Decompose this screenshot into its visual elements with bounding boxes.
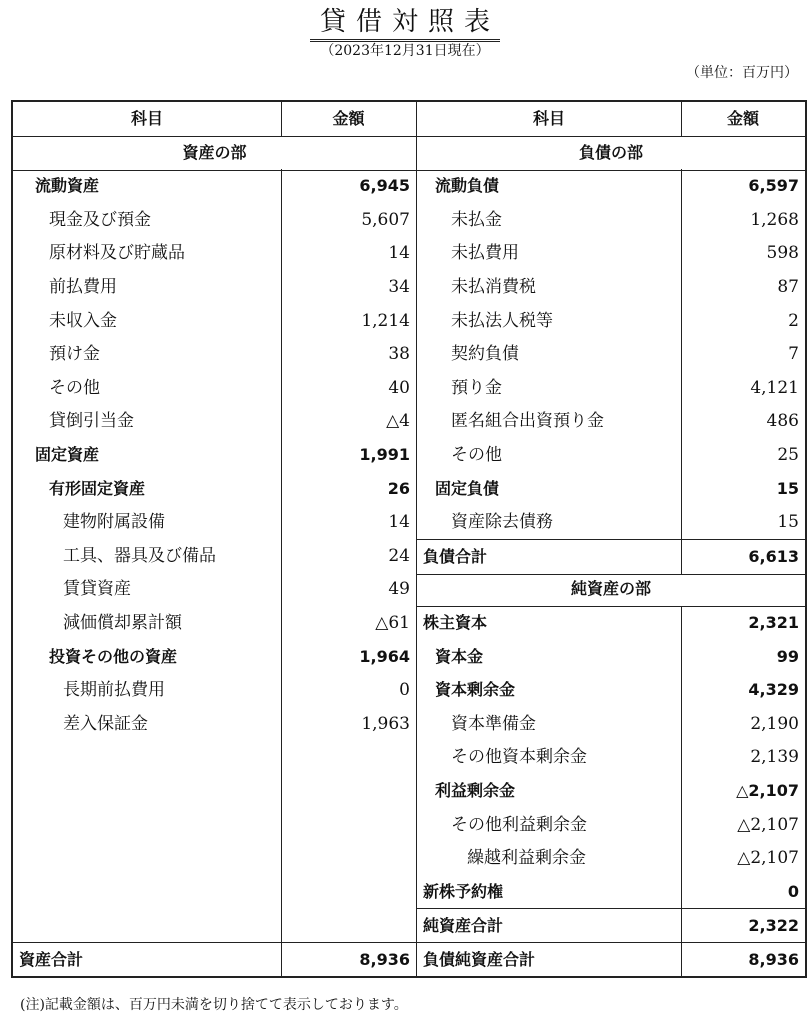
asset-row [13, 337, 416, 371]
net-asset-row [417, 673, 805, 707]
liability-row [417, 337, 805, 371]
liability-row [417, 404, 805, 438]
column-divider [281, 673, 282, 707]
row-amount: 6,613 [748, 546, 799, 566]
row-amount: 1,991 [359, 445, 410, 464]
header-subject: 科目 [130, 109, 163, 128]
row-amount: 2,190 [750, 713, 799, 734]
row-amount: 0 [787, 881, 799, 901]
section-liabilities-title: 負債の部 [578, 142, 643, 162]
row-amount: 1,268 [750, 209, 799, 230]
row-label: 匿名組合出資預り金 [451, 411, 604, 432]
row-label: 資本金 [435, 646, 484, 666]
row-amount: 15 [777, 512, 799, 533]
balance-sheet-table [11, 100, 807, 978]
row-amount: 7 [788, 344, 799, 365]
row-label: その他 [451, 445, 502, 465]
row-amount: 486 [766, 411, 799, 432]
row-amount: 4,329 [748, 680, 799, 700]
row-amount: 14 [388, 512, 410, 533]
column-divider [281, 505, 282, 539]
row-amount: 8,936 [748, 950, 799, 969]
column-divider [681, 740, 682, 774]
title [0, 6, 810, 42]
row-amount: 6,945 [359, 176, 410, 196]
asset-row [13, 572, 416, 606]
header-subject: 科目 [532, 109, 565, 128]
column-divider [281, 270, 282, 304]
column-divider [681, 808, 682, 842]
column-divider [281, 539, 282, 573]
row-label: 資本剰余金 [435, 680, 516, 700]
row-amount: 8,936 [359, 950, 410, 969]
row-label: 新株予約権 [423, 881, 504, 901]
column-divider [281, 438, 282, 472]
row-amount: 14 [388, 243, 410, 264]
row-label: 繰越利益剰余金 [467, 848, 586, 869]
row-amount: 1,963 [361, 713, 410, 734]
table-header-row [13, 102, 416, 137]
row-label: 未払法人税等 [451, 310, 553, 331]
asset-row [13, 606, 416, 640]
row-amount: 2,139 [750, 747, 799, 768]
row-label: 未払消費税 [451, 277, 536, 297]
row-label: 株主資本 [423, 613, 488, 632]
row-amount: 1,214 [361, 310, 410, 331]
row-label: その他 [49, 377, 100, 398]
liability-row [417, 371, 805, 405]
title-text: 貸借対照表 [310, 6, 500, 42]
net-asset-row [417, 774, 805, 808]
net-asset-row [417, 606, 805, 640]
row-label: 利益剰余金 [435, 781, 516, 800]
liability-row [417, 438, 805, 472]
column-divider [681, 472, 682, 506]
asset-row [13, 539, 416, 573]
column-divider [281, 707, 282, 741]
column-divider [681, 169, 682, 203]
column-divider [681, 540, 682, 574]
asset-row [13, 371, 416, 405]
column-divider [681, 203, 682, 237]
column-divider [681, 673, 682, 707]
assets-total-row [13, 942, 416, 977]
section-assets [13, 136, 416, 171]
column-divider [281, 203, 282, 237]
asset-row [13, 169, 416, 203]
row-label: 流動負債 [435, 176, 500, 196]
row-label: 負債合計 [423, 546, 488, 566]
row-label: 負債純資産合計 [423, 950, 536, 969]
table-header-row [417, 102, 805, 137]
header-amount: 金額 [726, 109, 759, 128]
row-label: 資産合計 [19, 950, 84, 969]
liability-row [417, 169, 805, 203]
row-label: 固定負債 [435, 478, 500, 498]
column-divider [281, 640, 282, 674]
row-label: 貸倒引当金 [49, 411, 134, 432]
row-amount: 4,121 [750, 377, 799, 398]
row-label: 工具、器具及び備品 [63, 545, 216, 566]
section-liabilities [417, 136, 805, 171]
column-divider [681, 943, 682, 977]
column-divider [681, 270, 682, 304]
row-label: 原材料及び貯蔵品 [49, 243, 185, 264]
row-amount: 38 [388, 344, 410, 365]
row-amount: 1,964 [359, 646, 410, 666]
header-amount: 金額 [332, 109, 365, 128]
row-amount: △2,107 [736, 781, 799, 800]
asset-row [13, 707, 416, 741]
column-divider-filler [281, 740, 282, 942]
unit-label: （単位：百万円） [686, 65, 798, 81]
row-label: 建物附属設備 [63, 512, 165, 533]
assets-column [13, 102, 417, 976]
column-divider [681, 606, 682, 640]
row-amount: 49 [388, 579, 410, 600]
liabilities-total-row [417, 539, 805, 575]
column-divider [281, 304, 282, 338]
row-amount: △2,107 [737, 848, 799, 869]
row-amount: △61 [375, 613, 410, 633]
row-label: 未払費用 [451, 243, 519, 264]
asset-row [13, 236, 416, 270]
row-label: 流動資産 [35, 176, 100, 196]
column-divider [281, 943, 282, 977]
liability-row [417, 505, 805, 539]
row-label: その他資本剰余金 [451, 747, 587, 768]
column-divider [681, 909, 682, 943]
row-label: その他利益剰余金 [451, 814, 587, 835]
column-divider [681, 337, 682, 371]
row-amount: △4 [386, 411, 410, 432]
column-divider [281, 606, 282, 640]
row-amount: 5,607 [361, 209, 410, 230]
net-asset-row [417, 640, 805, 674]
row-amount: 87 [777, 277, 799, 297]
row-label: 賃貸資産 [63, 579, 131, 600]
row-label: 純資産合計 [423, 916, 504, 936]
net-asset-row [417, 875, 805, 909]
row-label: 預り金 [451, 377, 502, 398]
net-assets-total-row [417, 908, 805, 943]
column-divider [281, 169, 282, 203]
row-label: 預け金 [49, 344, 100, 365]
column-divider [281, 572, 282, 606]
column-divider [681, 707, 682, 741]
column-divider [681, 640, 682, 674]
liabilities-net-assets-column [417, 102, 805, 976]
row-label: 投資その他の資産 [49, 646, 178, 666]
row-label: 未収入金 [49, 310, 117, 331]
row-label: 未払金 [451, 209, 502, 230]
liability-row [417, 472, 805, 506]
net-asset-row [417, 707, 805, 741]
row-amount: △2,107 [737, 814, 799, 835]
column-divider [681, 774, 682, 808]
column-divider [681, 875, 682, 909]
row-amount: 99 [776, 646, 799, 666]
row-amount: 34 [388, 277, 410, 297]
row-label: 資産除去債務 [451, 512, 553, 533]
liability-row [417, 270, 805, 304]
asset-row [13, 640, 416, 674]
asset-row [13, 438, 416, 472]
as-of-date: （2023年12月31日現在） [320, 43, 490, 59]
liability-row [417, 304, 805, 338]
column-divider [281, 236, 282, 270]
row-amount: 2,321 [748, 613, 799, 632]
row-amount: 0 [399, 680, 410, 701]
column-divider [681, 304, 682, 338]
row-label: 減価償却累計額 [63, 613, 182, 633]
column-divider [281, 404, 282, 438]
column-divider [281, 371, 282, 405]
section-assets-title: 資産の部 [182, 142, 247, 162]
row-amount: 2 [788, 310, 799, 331]
liability-row [417, 236, 805, 270]
row-amount: 26 [387, 478, 410, 498]
row-label: 前払費用 [49, 277, 117, 297]
section-net-assets-title: 純資産の部 [570, 579, 651, 599]
row-label: 現金及び預金 [49, 209, 151, 230]
row-amount: 24 [388, 545, 410, 566]
column-divider [281, 337, 282, 371]
asset-row [13, 203, 416, 237]
net-asset-row [417, 740, 805, 774]
row-label: 固定資産 [35, 445, 100, 464]
asset-row [13, 673, 416, 707]
asset-row [13, 270, 416, 304]
row-label: 長期前払費用 [63, 680, 165, 701]
row-amount: 40 [388, 377, 410, 398]
net-asset-row [417, 841, 805, 875]
asset-row [13, 304, 416, 338]
asset-row [13, 404, 416, 438]
net-asset-row [417, 808, 805, 842]
asset-row [13, 505, 416, 539]
row-label: 契約負債 [451, 344, 519, 365]
footnote: (注)記載金額は、百万円未満を切り捨てて表示しております。 [20, 997, 408, 1013]
column-divider [281, 472, 282, 506]
row-label: 有形固定資産 [49, 478, 146, 498]
column-divider [681, 404, 682, 438]
column-divider [681, 438, 682, 472]
row-label: 資本準備金 [451, 713, 536, 734]
section-net-assets [417, 572, 805, 607]
row-amount: 2,322 [748, 916, 799, 936]
column-divider [681, 505, 682, 539]
row-amount: 598 [766, 243, 799, 264]
asset-row [13, 472, 416, 506]
liability-row [417, 203, 805, 237]
row-amount: 25 [777, 445, 799, 465]
row-label: 差入保証金 [63, 713, 148, 734]
column-divider [681, 236, 682, 270]
row-amount: 15 [776, 478, 799, 498]
column-divider [681, 371, 682, 405]
row-amount: 6,597 [748, 176, 799, 196]
column-divider [681, 841, 682, 875]
grand-total-row [417, 942, 805, 977]
